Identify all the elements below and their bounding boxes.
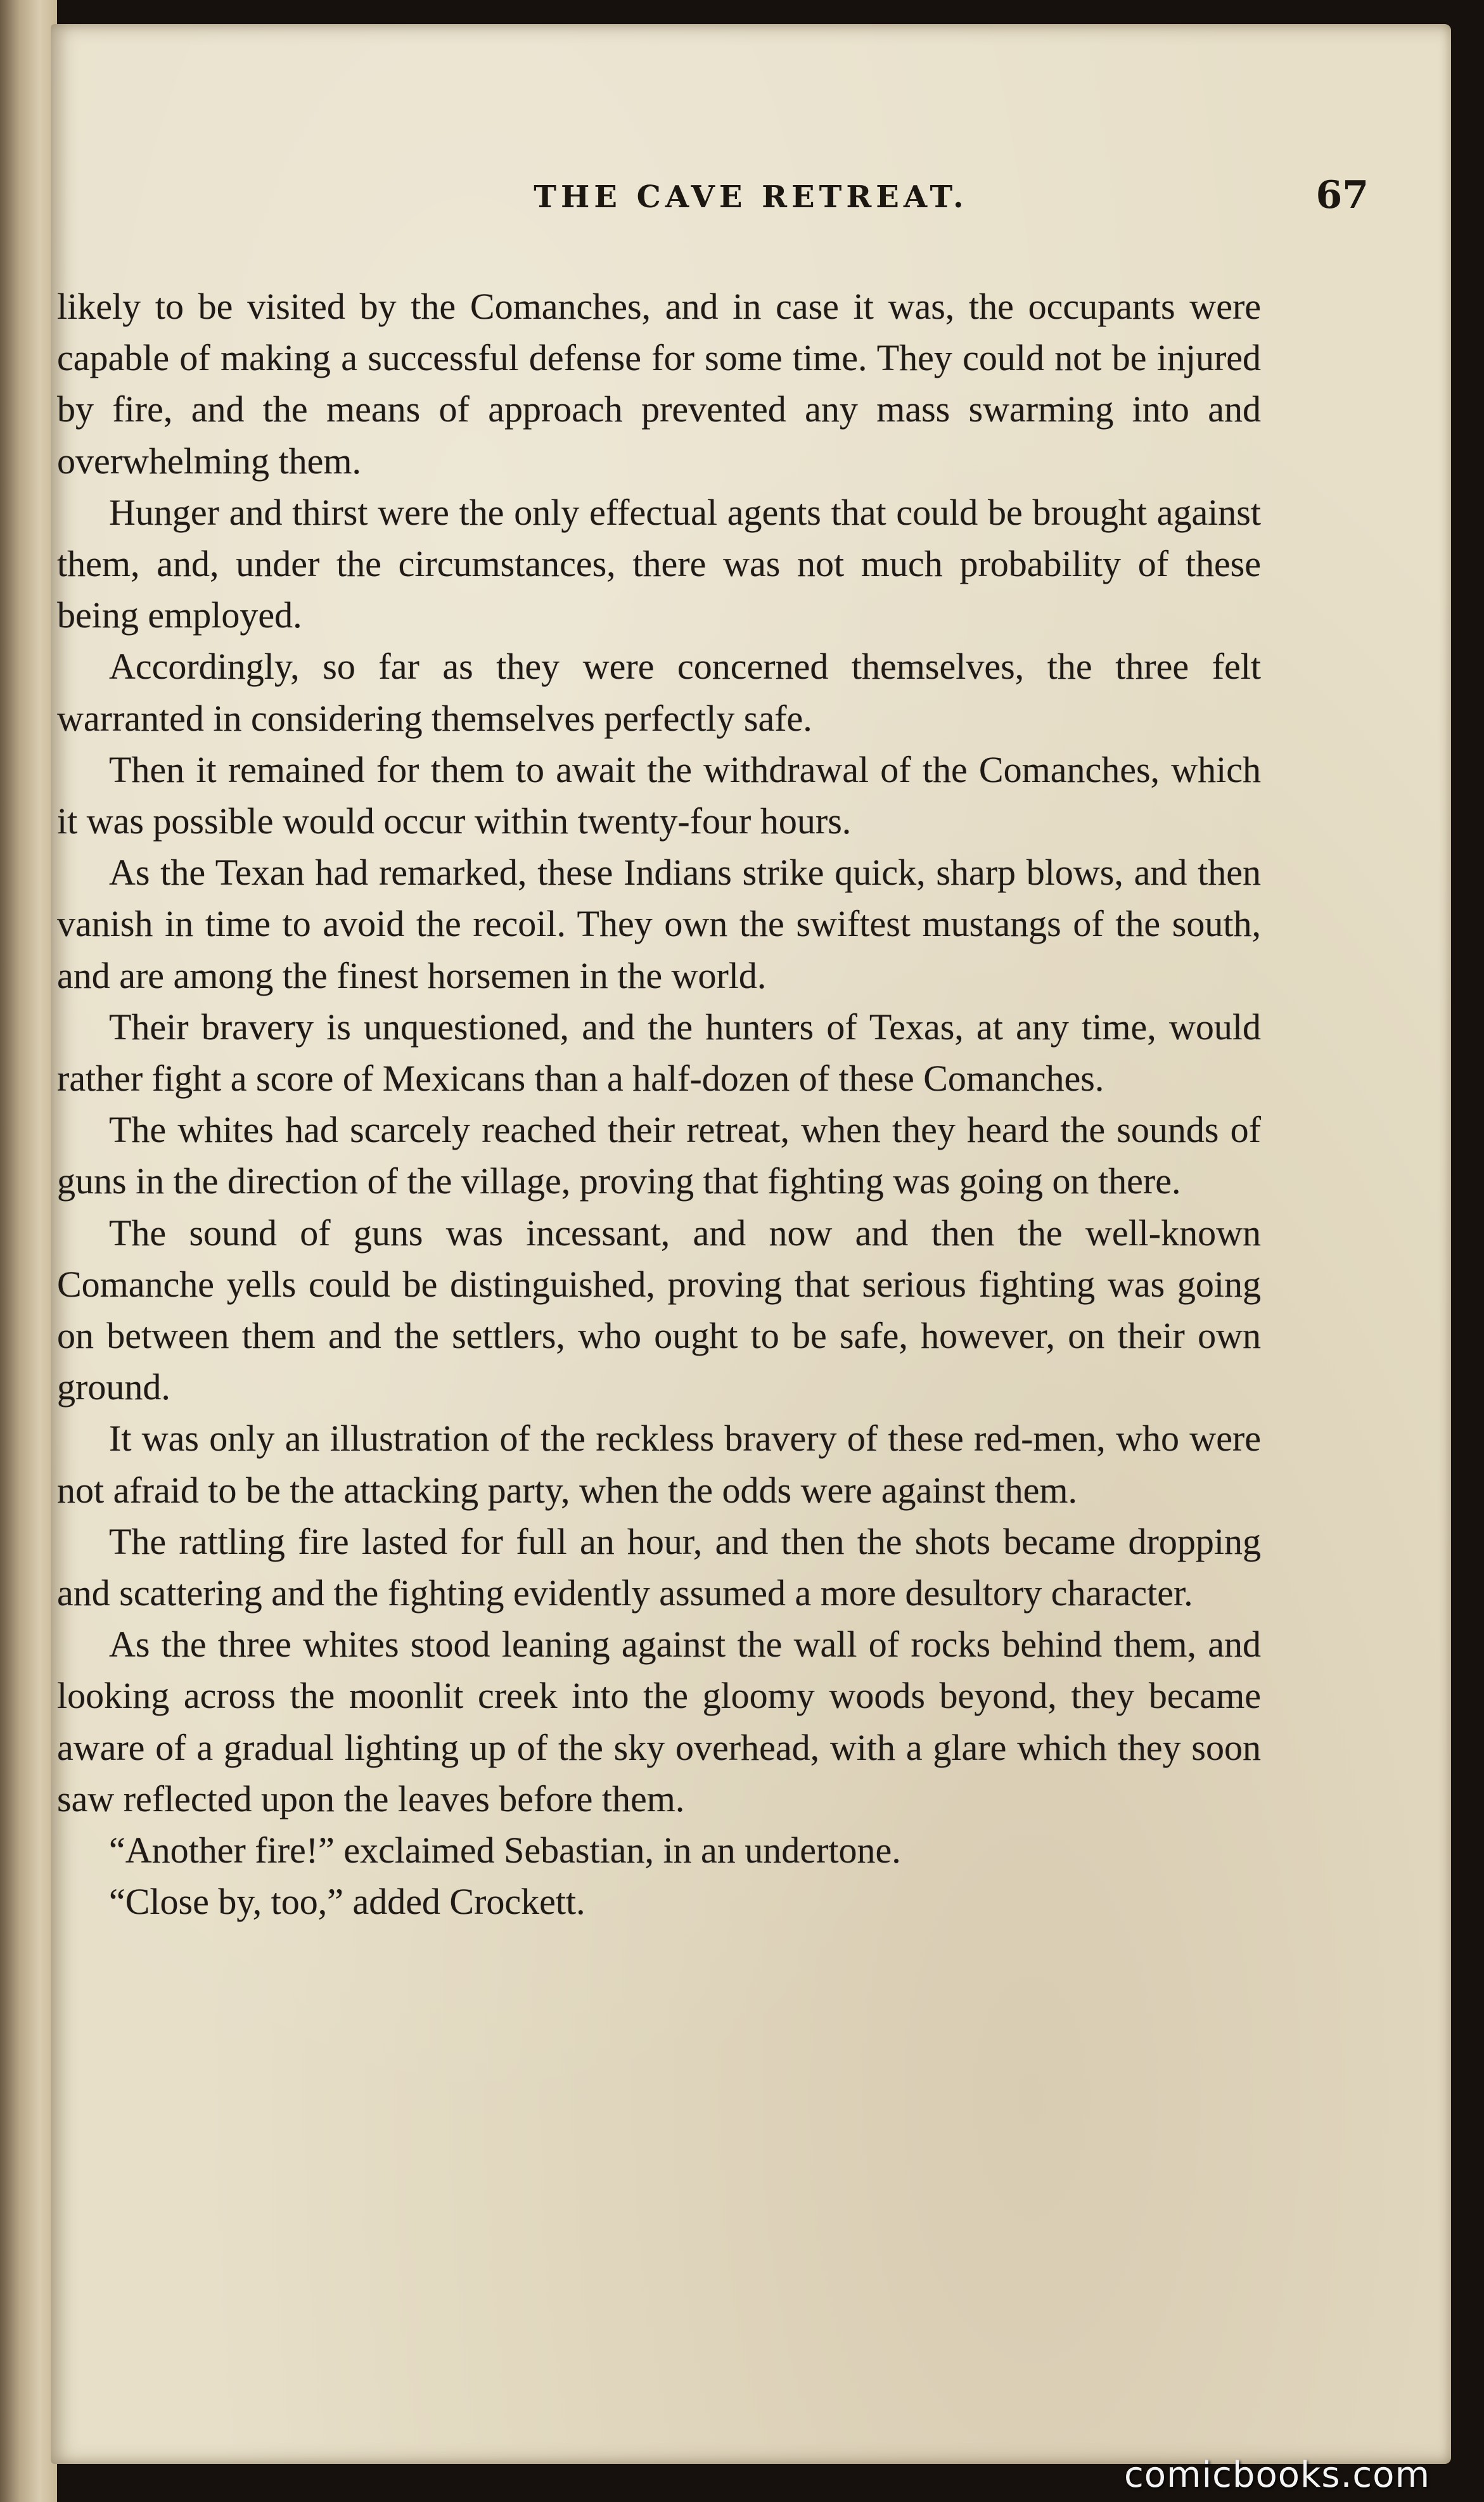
paragraph-12: “Another fire!” exclaimed Sebastian, in an undertone. xyxy=(109,1830,901,1871)
paragraph-13: “Close by, too,” added Crockett. xyxy=(109,1881,585,1923)
paragraph-7: The whites had scarcely reached their retreat, when they heard the sounds of guns in the direction of the village, proving that fighting was going on there. xyxy=(57,1109,1261,1202)
book-spine xyxy=(0,0,57,2502)
paragraph-9: It was only an illustration of the reckless bravery of these red-men, who were not afraid to be the attacking party, when the odds were against them. xyxy=(57,1418,1261,1511)
paragraph-3: Accordingly, so far as they were concerned themselves, the three felt warranted in considering themselves perfectly safe. xyxy=(57,646,1261,739)
body-text xyxy=(57,281,1261,1928)
paragraph-10: The rattling fire lasted for full an hour, and then the shots became dropping and scattering and the fighting evidently assumed a more desultory character. xyxy=(57,1520,1261,1614)
paragraph-1: likely to be visited by the Comanches, and in case it was, the occupants were capable of making a successful defense for some time. They could not be injured by fire, and the means of approach prevented any mass swarming into and overwhelming them. xyxy=(57,286,1261,482)
paragraph-6: Their bravery is unquestioned, and the hunters of Texas, at any time, would rather fight a score of Mexicans than a half-dozen of these Comanches. xyxy=(57,1006,1261,1100)
paragraph-4: Then it remained for them to await the withdrawal of the Comanches, which it was possible would occur within twenty-four hours. xyxy=(57,748,1261,842)
page-number: 67 xyxy=(1315,173,1369,217)
paragraph-8: The sound of guns was incessant, and now and then the well-known Comanche yells could be distinguished, proving that serious fighting was going on between them and the settlers, who ought to be safe, however, on their own ground. xyxy=(57,1212,1261,1408)
running-head: THE CAVE RETREAT. xyxy=(534,179,968,215)
page-header xyxy=(51,173,1451,224)
paragraph-5: As the Texan had remarked, these Indians strike quick, sharp blows, and then vanish in time to avoid the recoil. They own the swiftest mustangs of the south, and are among the finest horsemen in the world. xyxy=(57,852,1261,996)
paragraph-2: Hunger and thirst were the only effectual agents that could be brought against them, and, under the circumstances, there was not much probability of these being employed. xyxy=(57,491,1261,636)
book-page xyxy=(51,24,1451,2464)
paragraph-11: As the three whites stood leaning against the wall of rocks behind them, and looking across the moonlit creek into the gloomy woods beyond, they became aware of a gradual lighting up of the sky overhead, with a glare which they soon saw reflected upon the leaves before them. xyxy=(57,1624,1261,1819)
watermark: comicbooks.com xyxy=(1123,2454,1430,2496)
